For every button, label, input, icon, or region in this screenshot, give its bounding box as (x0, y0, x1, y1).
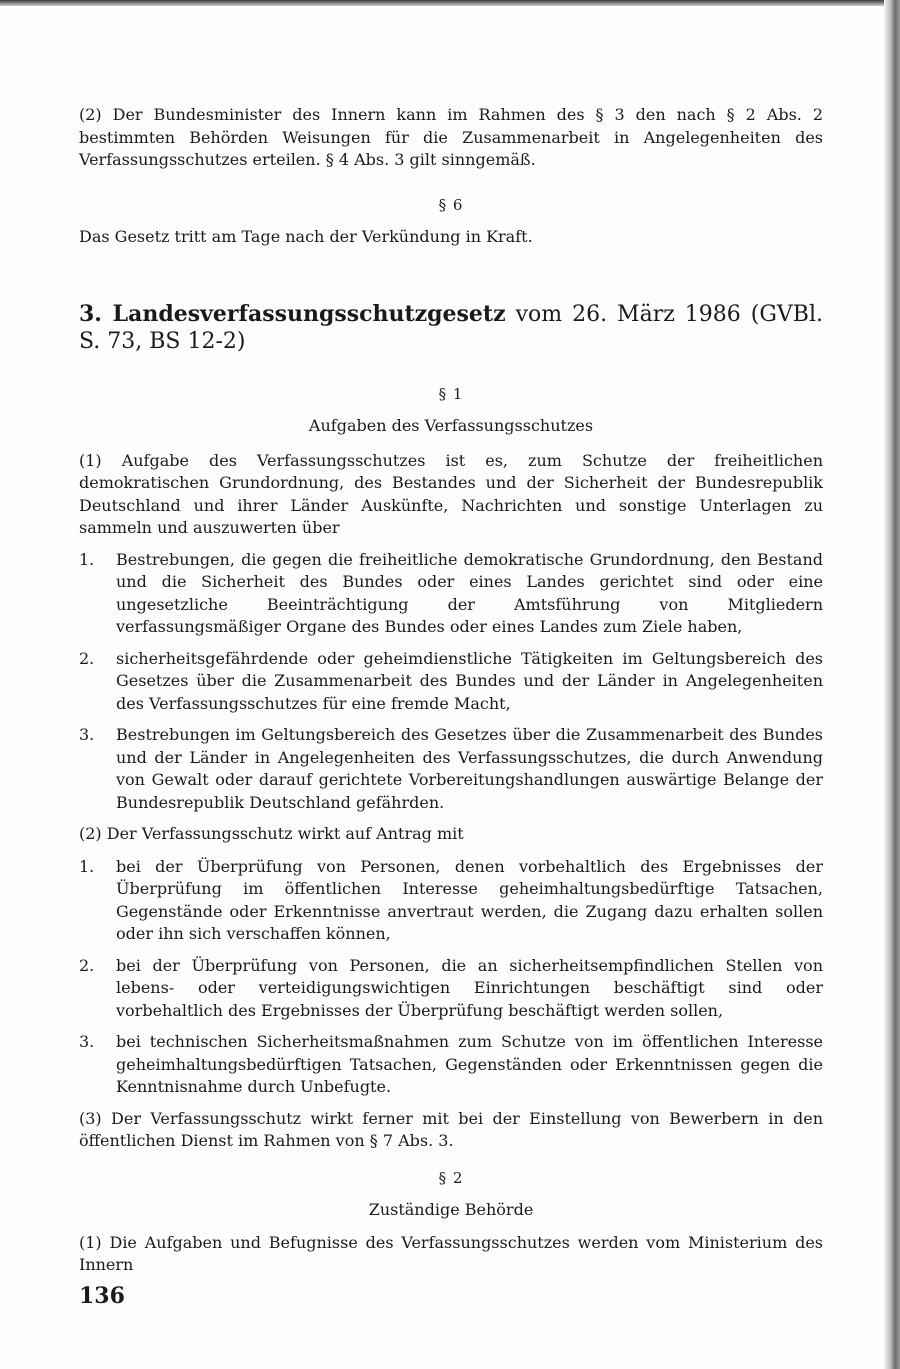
list-item (79, 549, 823, 639)
page-number: 136 (79, 1283, 125, 1309)
list-item-text: bei technischen Sicherheitsmaßnahmen zum Schutze von im öffentlichen Interesse geheimhaltungsbedürftigen Tatsachen, Gegenständen oder Erkenntnissen gegen die Kenntnisnahme durch Unbefugte. (116, 1032, 823, 1096)
list-item-text: Bestrebungen im Geltungsbereich des Gesetzes über die Zusammenarbeit des Bundes und der Länder in Angelegenheiten des Verfassungsschutzes, die durch Anwendung von Gewalt oder darauf gerichtete Vorbereitungshandlungen auswärtige Belange der Bundesrepublik Deutschland gefährden. (116, 725, 823, 812)
list-item-number: 1. (79, 856, 95, 876)
law-heading-title: 3. Landesverfassungsschutzgesetz (79, 300, 506, 327)
list-item-text: Bestrebungen, die gegen die freiheitliche demokratische Grundordnung, den Bestand und die Sicherheit des Bundes oder eines Landes gerichtet sind oder eine ungesetzliche Beeinträchtigung der Amtsführung von Mitgliedern verfassungsmäßiger Organe des Bundes oder eines Landes zum Ziele haben, (116, 549, 823, 636)
list-item-number: 3. (79, 725, 95, 744)
scan-right-edge (884, 0, 900, 1369)
section-1-title: Aufgaben des Verfassungsschutzes (308, 416, 594, 435)
section-6-text: Das Gesetz tritt am Tage nach der Verkündung in Kraft. (79, 227, 533, 246)
section-2-title: Zuständige Behörde (368, 1200, 534, 1219)
section-1-para-3: (3) Der Verfassungsschutz wirkt ferner mit bei der Einstellung von Bewerbern in den öffentlichen Dienst im Rahmen von § 7 Abs. 3. (79, 1108, 823, 1150)
list-item (79, 648, 823, 716)
list-item-number: 3. (79, 1032, 95, 1051)
page-content (79, 104, 823, 1277)
section-6-mark: § 6 (438, 195, 464, 214)
list-item (79, 955, 823, 1023)
law-heading (79, 301, 823, 355)
list-item-number: 2. (79, 648, 95, 668)
section-1-mark: § 1 (438, 384, 464, 403)
paragraph-weisungen: (2) Der Bundesminister des Innern kann im Rahmen des § 3 den nach § 2 Abs. 2 bestimmten Behörden Weisungen für die Zusammenarbeit in Angelegenheiten des Verfassungsschutzes erteilen. § 4 Abs. 3 gilt sinngemäß. (79, 105, 823, 169)
list-item-text: bei der Überprüfung von Personen, denen vorbehaltlich des Ergebnisses der Überprüfung im öffentlichen Interesse geheimhaltungsbedürftige Tatsachen, Gegenstände oder Erkenntnisse anvertraut werden, die Zugang dazu erhalten sollen oder ihn sich verschaffen können, (116, 856, 823, 943)
list-item (79, 856, 823, 946)
law-heading-citation: vom 26. März 1986 (GVBl. S. 73, BS 12-2) (79, 301, 824, 354)
section-2-para-1: (1) Die Aufgaben und Befugnisse des Verfassungsschutzes werden vom Ministerium des Innern (79, 1232, 823, 1274)
scan-top-edge (0, 0, 900, 6)
section-2-mark: § 2 (438, 1168, 464, 1187)
list-item-text: sicherheitsgefährdende oder geheimdienstliche Tätigkeiten im Geltungsbereich des Gesetzes über die Zusammenarbeit des Bundes und der Länder in Angelegenheiten des Verfassungsschutzes für eine fremde Macht, (116, 648, 823, 713)
list-item-number: 2. (79, 955, 95, 975)
list-item-text: bei der Überprüfung von Personen, die an sicherheitsempfindlichen Stellen von lebens- oder verteidigungswichtigen Einrichtungen beschäftigt sind oder vorbehaltlich des Ergebnisses der Überprüfung beschäftigt werden sollen, (116, 955, 823, 1020)
list-item-number: 1. (79, 549, 95, 569)
section-1-para-1-intro: (1) Aufgabe des Verfassungsschutzes ist es, zum Schutze der freiheitlichen demokratischen Grundordnung, des Bestandes und der Sicherheit der Bundesrepublik Deutschland und ihrer Länder Auskünfte, Nachrichten und sonstige Unterlagen zu sammeln und auszuwerten über (79, 450, 823, 537)
list-item (79, 724, 823, 814)
section-1-para-2-intro: (2) Der Verfassungsschutz wirkt auf Antrag mit (79, 824, 464, 843)
list-item (79, 1031, 823, 1099)
